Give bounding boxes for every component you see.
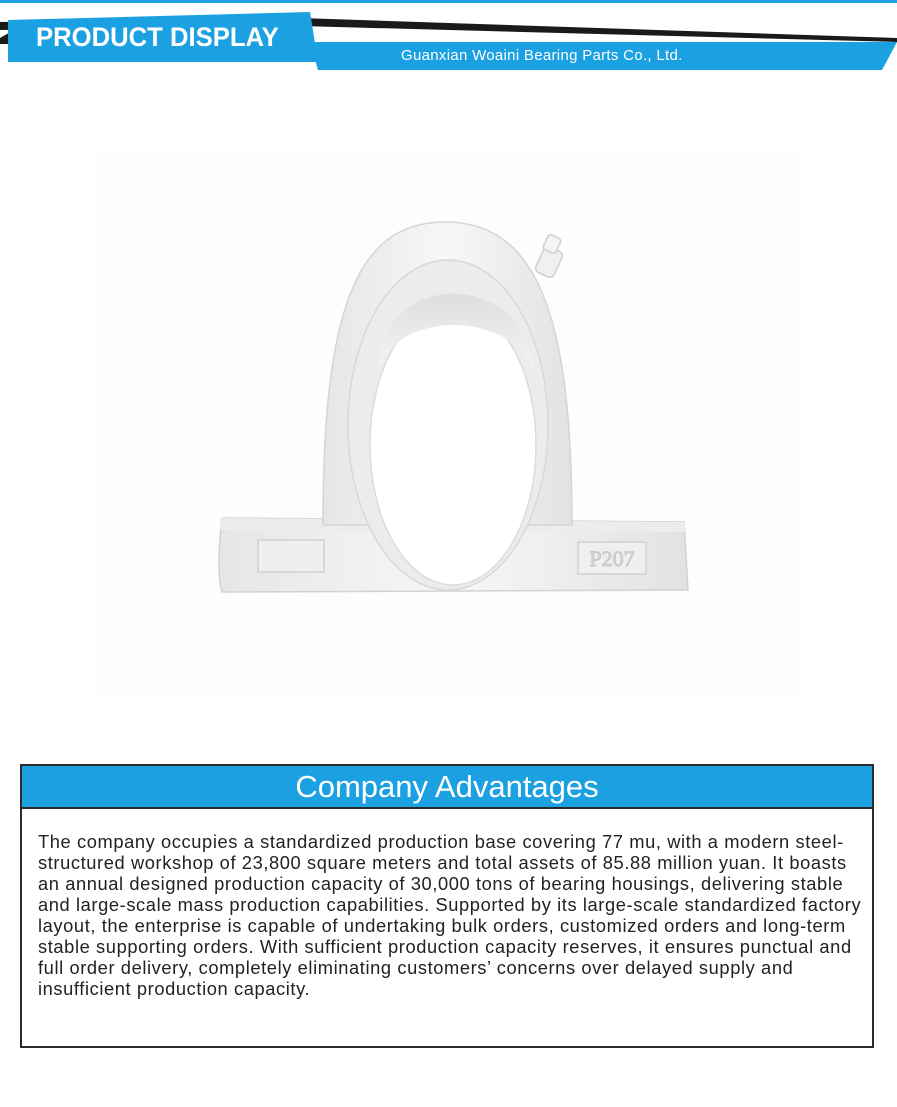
advantages-header (22, 766, 872, 809)
advantages-panel (20, 764, 874, 1048)
product-marking: P207 (589, 546, 635, 571)
bearing-housing-image (98, 150, 798, 695)
advantages-title: Company Advantages (295, 769, 599, 804)
product-photo (98, 150, 798, 695)
header-banner (0, 0, 897, 72)
banner-title: PRODUCT DISPLAY (36, 22, 279, 52)
company-name: Guanxian Woaini Bearing Parts Co., Ltd. (401, 47, 683, 64)
advantages-body: The company occupies a standardized production base covering 77 mu, with a modern steel-structured workshop of 23,800 square meters and total assets of 85.88 million yuan. It boasts an annual designed production capacity of 30,000 tons of bearing housings, delivering stable and large-scale mass production capabilities. Supported by its large-scale standardized factory layout, the enterprise is capable of undertaking bulk orders, customized orders and long-term stable supporting orders. With sufficient production capacity reserves, it ensures punctual and full order delivery, completely eliminating customers’ concerns over delayed supply and insufficient production capacity. (38, 831, 862, 999)
